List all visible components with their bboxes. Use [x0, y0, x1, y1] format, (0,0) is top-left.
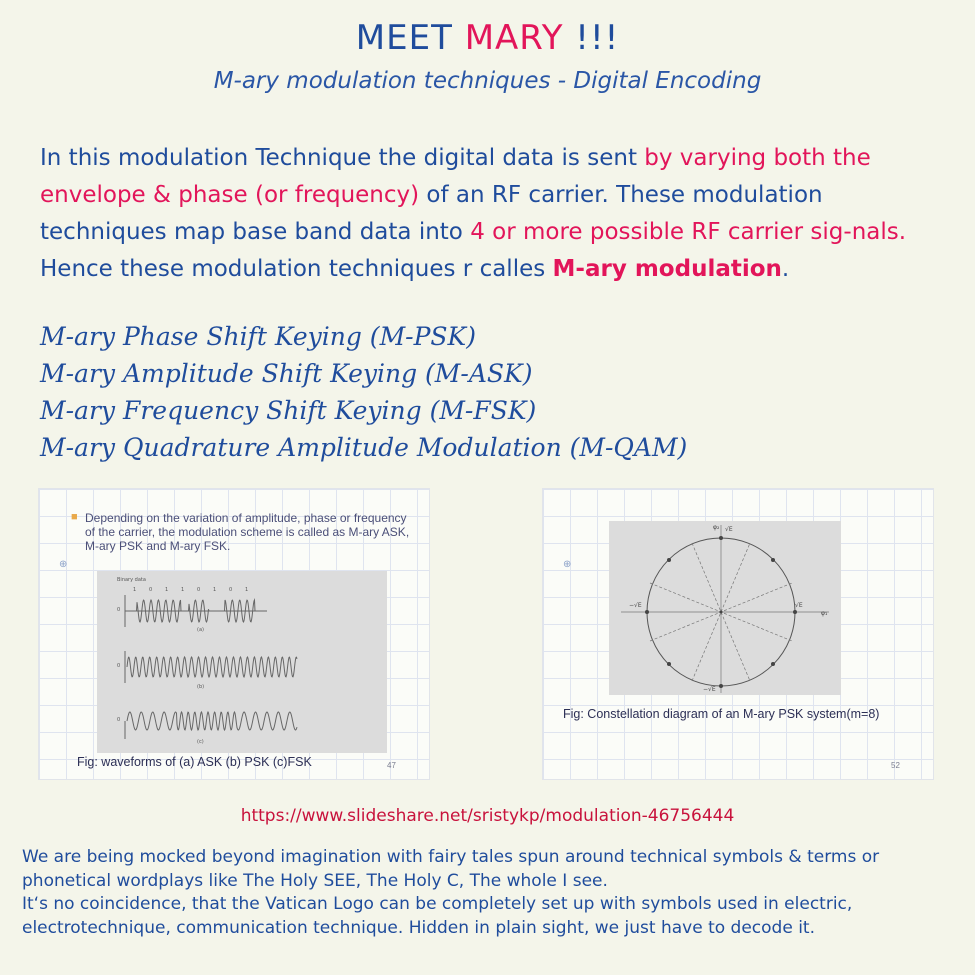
technique-item: M-ary Phase Shift Keying (M-PSK) — [40, 322, 476, 351]
footer-line-1: We are being mocked beyond imagination with fairy tales spun around technical symbols & terms or phonetical wordplays like The Holy SEE, The Holy C, The whole I see. — [22, 847, 880, 891]
svg-text:0: 0 — [117, 663, 121, 669]
technique-list — [40, 318, 687, 466]
svg-text:1: 1 — [213, 587, 217, 593]
axis-bottom-label: −√E — [703, 686, 716, 693]
intro-seg-7: . — [781, 256, 790, 282]
intro-seg-3: of an RF carrier. These modulation techniques map base band data into — [40, 182, 823, 245]
svg-text:1: 1 — [245, 587, 249, 593]
title-part-2: MARY — [464, 18, 564, 58]
svg-text:0: 0 — [197, 587, 201, 593]
constellation-figure — [609, 521, 841, 695]
title-part-3: !!! — [563, 18, 620, 58]
svg-text:1: 1 — [181, 587, 185, 593]
intro-seg-1: In this modulation Technique the digital data is sent — [40, 145, 645, 171]
intro-seg-5: Hence these modulation techniques r calles — [40, 256, 553, 282]
slide-page-number: 52 — [891, 761, 900, 770]
axis-top-label: √E — [725, 526, 733, 533]
svg-text:1: 1 — [133, 587, 137, 593]
intro-seg-2: by varying both the envelope & phase (or frequency) — [40, 145, 871, 208]
waveform-figure — [97, 571, 387, 753]
intro-paragraph — [40, 140, 945, 288]
source-url[interactable]: https://www.slideshare.net/sristykp/modulation-46756444 — [240, 806, 735, 826]
svg-text:0: 0 — [229, 587, 233, 593]
technique-item: M-ary Amplitude Shift Keying (M-ASK) — [40, 359, 533, 388]
waveform-drawing — [97, 571, 387, 753]
svg-text:0: 0 — [149, 587, 153, 593]
footer-text — [22, 846, 957, 940]
psk-waveform — [127, 657, 297, 677]
binary-bits — [133, 587, 248, 593]
footer-line-2: It‘s no coincidence, that the Vatican Logo can be completely set up with symbols used in electric, electrotechnique, communication technique. Hidden in plain sight, we just have to decode it. — [22, 894, 853, 938]
bullet-icon: ■ — [71, 511, 78, 523]
slide-bullet-text: Depending on the variation of amplitude, phase or frequency of the carrier, the modulation scheme is called as M-ary ASK, M-ary PSK and M-ary FSK. — [85, 511, 410, 553]
svg-text:1: 1 — [165, 587, 169, 593]
crosshair-icon: ⊕ — [59, 559, 68, 570]
binary-data-label: Binary data — [117, 577, 146, 583]
technique-item: M-ary Frequency Shift Keying (M-FSK) — [40, 396, 537, 425]
crosshair-icon: ⊕ — [563, 559, 572, 570]
intro-seg-4: 4 or more possible RF carrier sig-nals. — [470, 219, 907, 245]
constellation-caption: Fig: Constellation diagram of an M-ary PSK system(m=8) — [563, 707, 880, 721]
svg-text:(c): (c) — [197, 739, 204, 745]
page-subtitle: M-ary modulation techniques - Digital Encoding — [213, 68, 762, 94]
slide-page-number: 47 — [387, 761, 396, 770]
slide-constellation — [542, 488, 934, 780]
technique-item: M-ary Quadrature Amplitude Modulation (M-QAM) — [40, 433, 688, 462]
axis-right-label: √E — [795, 602, 803, 609]
svg-text:(a): (a) — [197, 627, 204, 633]
page-title — [0, 18, 975, 58]
phi2-label: φ₂ — [713, 524, 720, 531]
intro-seg-6: M-ary modulation — [552, 256, 782, 282]
svg-text:0: 0 — [117, 607, 121, 613]
waveform-caption: Fig: waveforms of (a) ASK (b) PSK (c)FSK — [77, 755, 312, 769]
svg-text:(b): (b) — [197, 684, 205, 690]
axis-left-label: −√E — [629, 602, 642, 609]
slide-waveforms — [38, 488, 430, 780]
svg-text:0: 0 — [117, 717, 121, 723]
phi1-label: φ₁ — [821, 610, 828, 617]
fsk-waveform — [127, 712, 297, 730]
constellation-drawing — [609, 521, 841, 695]
title-part-1: MEET — [355, 18, 465, 58]
